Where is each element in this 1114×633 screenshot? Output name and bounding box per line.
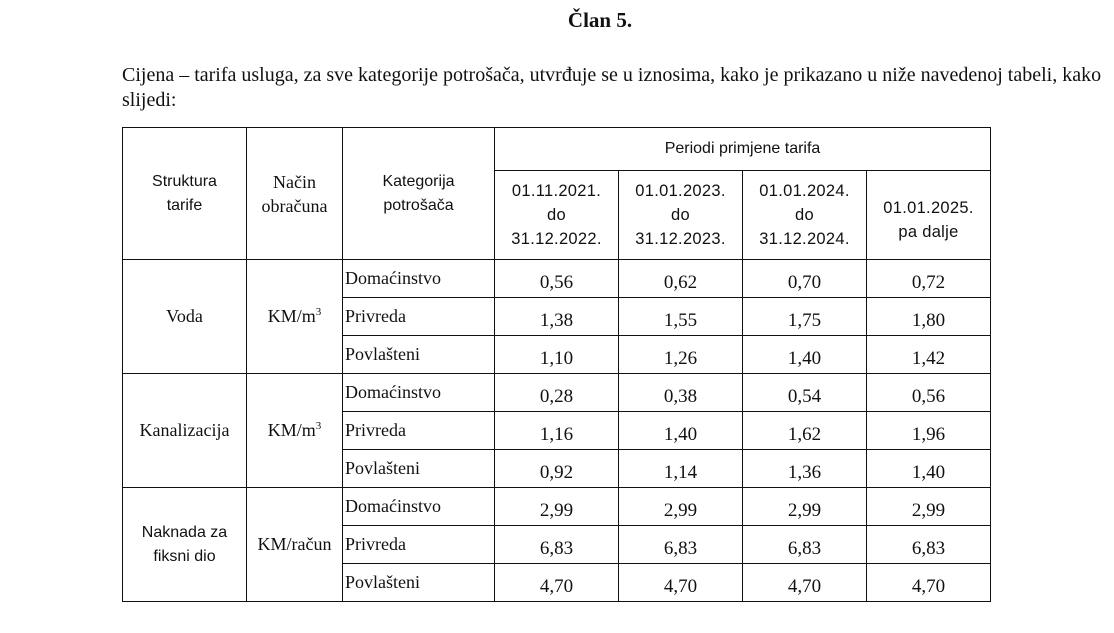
tariff-table bbox=[122, 127, 991, 602]
value-cell: 1,38 bbox=[495, 298, 619, 336]
value-cell: 0,56 bbox=[867, 374, 991, 412]
value-cell: 0,62 bbox=[619, 260, 743, 298]
unit-cell: $KM/m^3$ bbox=[247, 260, 343, 374]
value-cell: 6,83 bbox=[743, 526, 867, 564]
value-cell: 0,92 bbox=[495, 450, 619, 488]
value-cell: 0,54 bbox=[743, 374, 867, 412]
intro-paragraph: Cijena – tarifa usluga, za sve kategorije potrošača, utvrđuje se u iznosima, kako je prikazano u niže navedenoj tabeli, kako slijedi: bbox=[122, 64, 1102, 111]
value-cell: 0,38 bbox=[619, 374, 743, 412]
category-cell: Privreda bbox=[343, 526, 495, 564]
unit-cell: KM/račun bbox=[247, 488, 343, 602]
value-cell: 1,14 bbox=[619, 450, 743, 488]
value-cell: 4,70 bbox=[867, 564, 991, 602]
value-cell: 0,72 bbox=[867, 260, 991, 298]
header-periods: Periodi primjene tarifa bbox=[495, 128, 991, 171]
category-cell: Povlašteni bbox=[343, 564, 495, 602]
value-cell: 1,10 bbox=[495, 336, 619, 374]
unit-cell: $KM/m^3$ bbox=[247, 374, 343, 488]
structure-cell: Naknada za fiksni dio bbox=[123, 488, 247, 602]
value-cell: 1,55 bbox=[619, 298, 743, 336]
value-cell: 1,36 bbox=[743, 450, 867, 488]
value-cell: 6,83 bbox=[619, 526, 743, 564]
header-category: Kategorija potrošača bbox=[343, 128, 495, 260]
value-cell: 0,70 bbox=[743, 260, 867, 298]
value-cell: 0,28 bbox=[495, 374, 619, 412]
value-cell: 0,56 bbox=[495, 260, 619, 298]
header-structure: Struktura tarife bbox=[123, 128, 247, 260]
value-cell: 1,62 bbox=[743, 412, 867, 450]
value-cell: 2,99 bbox=[619, 488, 743, 526]
table-row bbox=[123, 374, 991, 412]
value-cell: 1,26 bbox=[619, 336, 743, 374]
header-method: Način obračuna bbox=[247, 128, 343, 260]
category-cell: Domaćinstvo bbox=[343, 260, 495, 298]
category-cell: Privreda bbox=[343, 412, 495, 450]
value-cell: 1,16 bbox=[495, 412, 619, 450]
header-period-1: 01.11.2021. do 31.12.2022. bbox=[495, 171, 619, 260]
value-cell: 1,40 bbox=[743, 336, 867, 374]
value-cell: 1,96 bbox=[867, 412, 991, 450]
category-cell: Povlašteni bbox=[343, 450, 495, 488]
table-row bbox=[123, 488, 991, 526]
value-cell: 4,70 bbox=[619, 564, 743, 602]
structure-cell: Voda bbox=[123, 260, 247, 374]
value-cell: 2,99 bbox=[867, 488, 991, 526]
value-cell: 6,83 bbox=[495, 526, 619, 564]
value-cell: 6,83 bbox=[867, 526, 991, 564]
header-period-4: 01.01.2025. pa dalje bbox=[867, 171, 991, 260]
value-cell: 2,99 bbox=[495, 488, 619, 526]
value-cell: 1,80 bbox=[867, 298, 991, 336]
value-cell: 1,40 bbox=[867, 450, 991, 488]
article-heading: Član 5. bbox=[567, 8, 633, 32]
value-cell: 1,75 bbox=[743, 298, 867, 336]
category-cell: Povlašteni bbox=[343, 336, 495, 374]
structure-cell: Kanalizacija bbox=[123, 374, 247, 488]
header-period-3: 01.01.2024. do 31.12.2024. bbox=[743, 171, 867, 260]
value-cell: 1,40 bbox=[619, 412, 743, 450]
value-cell: 4,70 bbox=[743, 564, 867, 602]
category-cell: Privreda bbox=[343, 298, 495, 336]
category-cell: Domaćinstvo bbox=[343, 374, 495, 412]
value-cell: 4,70 bbox=[495, 564, 619, 602]
category-cell: Domaćinstvo bbox=[343, 488, 495, 526]
header-period-2: 01.01.2023. do 31.12.2023. bbox=[619, 171, 743, 260]
value-cell: 2,99 bbox=[743, 488, 867, 526]
table-row bbox=[123, 260, 991, 298]
value-cell: 1,42 bbox=[867, 336, 991, 374]
